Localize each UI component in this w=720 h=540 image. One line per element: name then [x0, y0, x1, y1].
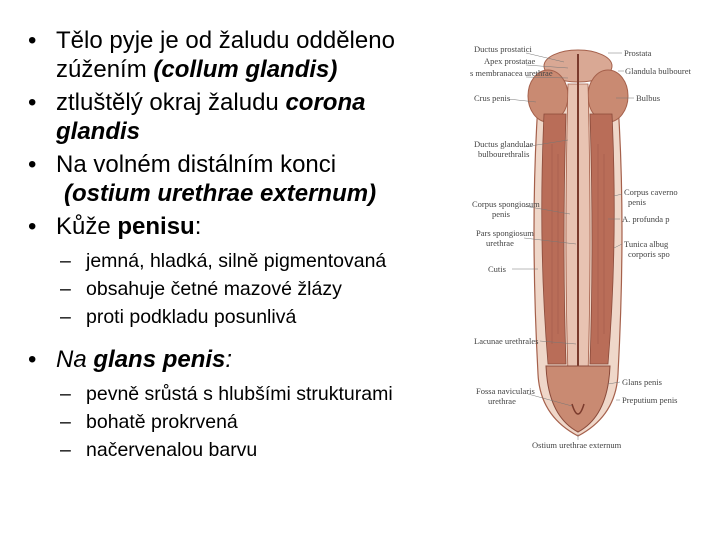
- bullet-text: zúžením: [56, 56, 154, 83]
- dash: –: [60, 306, 71, 328]
- bullet-colon: :: [225, 346, 233, 373]
- label-urethrae-left: urethrae: [486, 238, 514, 248]
- sub-item-text: načervenalou barvu: [86, 439, 258, 461]
- term-penisu: penisu: [117, 213, 195, 240]
- label-crus-penis: Crus penis: [474, 93, 511, 103]
- bullet-glans-penis: [24, 345, 474, 374]
- sub-item-text: pevně srůstá s hlubšími strukturami: [86, 383, 393, 405]
- label-urethrae-bottom: urethrae: [488, 396, 516, 406]
- sub-item: [24, 436, 474, 464]
- bullet-text: Na volném distálním konci: [56, 151, 337, 178]
- term-ostium-urethrae-externum: (ostium urethrae externum): [64, 180, 377, 207]
- bullet-corona-glandis: [24, 88, 474, 146]
- bullet-list: [24, 26, 474, 478]
- term-corona: corona: [285, 89, 366, 116]
- bullet-ostium: [24, 150, 474, 208]
- anatomy-illustration: [468, 44, 694, 454]
- bullet-dot: •: [28, 89, 37, 116]
- dash: –: [60, 383, 71, 405]
- label-a-profunda: A. profunda p: [622, 214, 670, 224]
- bullet-text: Tělo pyje je od žaludu odděleno: [56, 27, 395, 54]
- bullet-text: ztluštělý okraj žaludu: [56, 89, 286, 116]
- label-corpus-cavernosum: Corpus caverno: [624, 187, 678, 197]
- penis-longitudinal-section: [468, 44, 694, 454]
- label-ductus-glandulae: Ductus glandulae: [474, 139, 534, 149]
- bullet-kuze-penisu: [24, 212, 474, 241]
- glans-shape: [546, 366, 610, 432]
- sublist-glans: [24, 380, 474, 464]
- dash: –: [60, 411, 71, 433]
- label-bulbourethralis: bulbourethralis: [478, 149, 530, 159]
- term-collum-glandis: (collum glandis): [153, 56, 338, 83]
- bullet-dot: •: [28, 346, 37, 373]
- dash: –: [60, 278, 71, 300]
- sub-item: [24, 275, 474, 303]
- bullet-colon: :: [194, 213, 202, 240]
- label-penis-left: penis: [492, 209, 510, 219]
- sub-item-text: jemná, hladká, silně pigmentovaná: [86, 250, 387, 272]
- label-corporis-spongiosi: corporis spo: [628, 249, 670, 259]
- label-glandula-bulbourethralis: Glandula bulbouret: [625, 66, 691, 76]
- bullet-collum-glandis: [24, 26, 474, 84]
- bullet-dot: •: [28, 27, 37, 54]
- sublist-kuze: [24, 247, 474, 331]
- label-corpus-spongiosum: Corpus spongiosum: [472, 199, 540, 209]
- corpus-cavernosum-right: [590, 114, 614, 364]
- label-glans-penis: Glans penis: [622, 377, 662, 387]
- label-ductus-prostatici: Ductus prostatici: [474, 44, 532, 54]
- sub-item-text: bohatě prokrvená: [86, 411, 238, 433]
- label-preputium-penis: Preputium penis: [622, 395, 678, 405]
- sub-item: [24, 408, 474, 436]
- label-penis-right: penis: [628, 197, 646, 207]
- label-tunica-albuginea: Tunica albug: [624, 239, 669, 249]
- label-cutis: Cutis: [488, 264, 506, 274]
- label-lacunae-urethrales: Lacunae urethrales: [474, 336, 539, 346]
- label-ostium-urethrae-externum: Ostium urethrae externum: [532, 440, 622, 450]
- label-prostata: Prostata: [624, 48, 652, 58]
- label-bulbus: Bulbus: [636, 93, 661, 103]
- sub-item: [24, 303, 474, 331]
- term-glans-penis: glans penis: [93, 346, 226, 373]
- label-apex-prostatae: Apex prostatae: [484, 56, 536, 66]
- label-membranacea-urethrae: s membranacea urethrae: [470, 68, 553, 78]
- sub-item-text: proti podkladu posunlivá: [86, 306, 297, 328]
- sub-item-text: obsahuje četné mazové žlázy: [86, 278, 342, 300]
- bullet-text: Kůže: [56, 213, 118, 240]
- term-glandis: glandis: [56, 118, 141, 145]
- sub-item: [24, 380, 474, 408]
- bullet-dot: •: [28, 213, 37, 240]
- label-fossa-navicularis: Fossa navicularis: [476, 386, 535, 396]
- bullet-dot: •: [28, 151, 37, 178]
- bullet-text: Na: [56, 346, 94, 373]
- label-pars-spongiosum: Pars spongiosum: [476, 228, 534, 238]
- dash: –: [60, 250, 71, 272]
- dash: –: [60, 439, 71, 461]
- sub-item: [24, 247, 474, 275]
- corpus-cavernosum-left: [542, 114, 566, 364]
